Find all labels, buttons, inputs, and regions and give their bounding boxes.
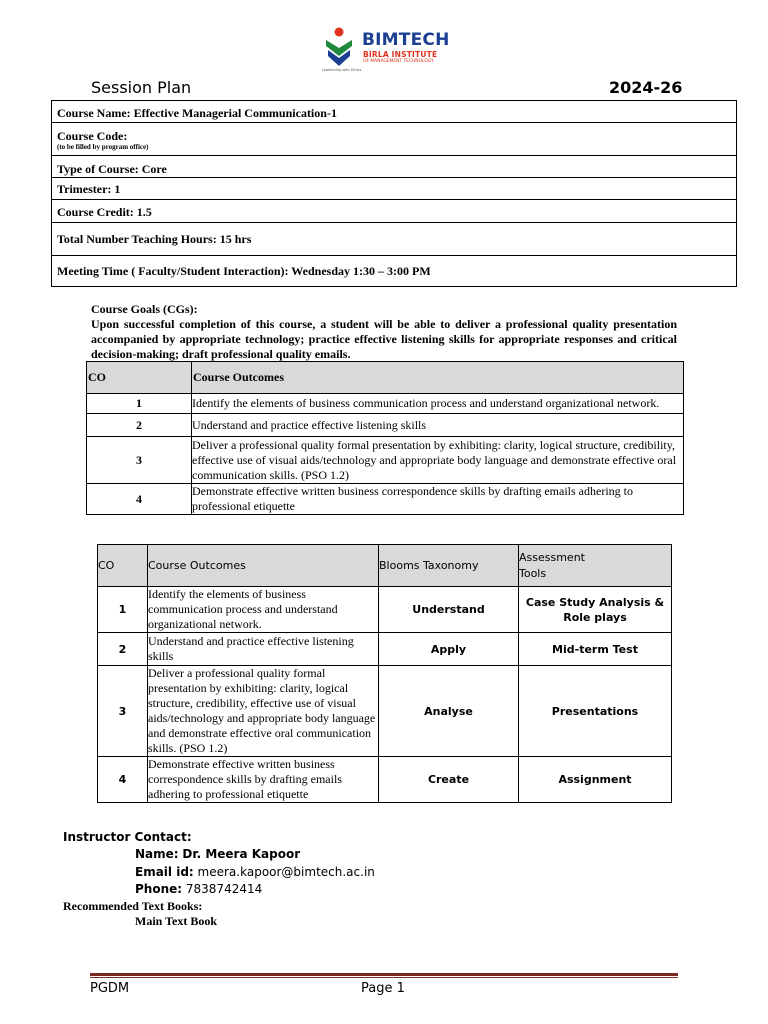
column-header-line: Tools (519, 566, 547, 580)
course-goals-text: Upon successful completion of this course, a student will be able to deliver a professional quality presentation accompanied by appropriate technology; practice effective listening skills for appropriate responses and critical decision-making; draft professional quality emails. (91, 317, 677, 361)
column-header: Blooms Taxonomy (379, 545, 519, 587)
logo-brand-text: BIMTECH (362, 30, 450, 50)
column-header: Course Outcomes (148, 545, 379, 587)
co-number: 2 (98, 633, 148, 666)
column-header: Course Outcomes (192, 362, 684, 394)
instructor-name-label: Name: (135, 847, 179, 861)
table-header-row (98, 545, 672, 587)
logo-tagline: Leadership with Ethics (322, 68, 362, 72)
instructor-phone: 7838742414 (185, 882, 263, 896)
instructor-email: meera.kapoor@bimtech.ac.in (197, 865, 375, 879)
column-header (519, 545, 672, 587)
table-header-row (87, 362, 684, 394)
course-name: Course Name: Effective Managerial Communication-1 (52, 101, 736, 123)
co-number: 4 (87, 484, 192, 515)
assessment-tool: Case Study Analysis & Role plays (519, 587, 672, 633)
table-row (98, 757, 672, 803)
co-number: 4 (98, 757, 148, 803)
co-number: 1 (98, 587, 148, 633)
main-text-book: Main Text Book (135, 914, 218, 928)
course-goals-heading: Course Goals (CGs): (91, 302, 198, 316)
logo-subtitle: BIRLA INSTITUTE (363, 50, 438, 59)
page-title: Session Plan (91, 78, 192, 97)
course-code-row (52, 123, 736, 156)
instructor-name-line (135, 847, 300, 861)
table-row (87, 437, 684, 484)
table-row (87, 394, 684, 414)
co-number: 1 (87, 394, 192, 414)
table-row (98, 666, 672, 757)
table-row (87, 414, 684, 437)
column-header: CO (98, 545, 148, 587)
course-code-note: (to be filled by program office) (57, 143, 149, 151)
footer-divider (90, 973, 678, 976)
co-outcome: Deliver a professional quality formal presentation by exhibiting: clarity, logical structure, credibility, effective use of visual aids/technology and appropriate body language and demonstrate effective oral communication skills. (PSO 1.2) (148, 666, 379, 757)
blooms-level: Create (379, 757, 519, 803)
co-outcome: Demonstrate effective written business correspondence skills by drafting emails adhering to professional etiquette (192, 484, 684, 515)
column-header: CO (87, 362, 192, 394)
co-outcome: Identify the elements of business communication process and understand organizational network. (192, 394, 684, 414)
course-outcomes-table (86, 361, 684, 515)
co-outcome: Understand and practice effective listening skills (148, 633, 379, 666)
academic-year: 2024-26 (609, 78, 683, 97)
logo-emblem-icon (322, 26, 358, 72)
teaching-hours: Total Number Teaching Hours: 15 hrs (52, 223, 736, 256)
blooms-taxonomy-table (97, 544, 672, 803)
assessment-tool: Presentations (519, 666, 672, 757)
bimtech-logo (322, 26, 452, 72)
instructor-email-label: Email id: (135, 865, 194, 879)
footer-divider-thin (90, 977, 678, 978)
blooms-level: Apply (379, 633, 519, 666)
recommended-books-heading: Recommended Text Books: (63, 899, 203, 913)
table-row (87, 484, 684, 515)
column-header-line: Assessment (519, 550, 585, 564)
co-number: 3 (87, 437, 192, 484)
footer-program: PGDM (90, 981, 130, 996)
co-outcome: Deliver a professional quality formal presentation by exhibiting: clarity, logical structure, credibility, effective use of visual aids/technology and appropriate body language and demonstrate effective oral communication skills. (PSO 1.2) (192, 437, 684, 484)
course-info-box (51, 100, 737, 287)
co-number: 2 (87, 414, 192, 437)
footer-page-number: Page 1 (361, 981, 405, 996)
instructor-email-line (135, 865, 375, 879)
assessment-tool: Assignment (519, 757, 672, 803)
instructor-phone-label: Phone: (135, 882, 183, 896)
instructor-name: Dr. Meera Kapoor (182, 847, 301, 861)
co-outcome: Understand and practice effective listening skills (192, 414, 684, 437)
course-credit: Course Credit: 1.5 (52, 200, 736, 223)
co-outcome: Demonstrate effective written business correspondence skills by drafting emails adhering to professional etiquette (148, 757, 379, 803)
course-type: Type of Course: Core (52, 156, 736, 178)
blooms-level: Analyse (379, 666, 519, 757)
course-code: Course Code: (57, 129, 128, 143)
table-row (98, 633, 672, 666)
table-row (98, 587, 672, 633)
co-outcome: Identify the elements of business communication process and understand organizational network. (148, 587, 379, 633)
instructor-phone-line (135, 882, 262, 896)
co-number: 3 (98, 666, 148, 757)
trimester: Trimester: 1 (52, 178, 736, 200)
blooms-level: Understand (379, 587, 519, 633)
instructor-contact-heading: Instructor Contact: (63, 830, 192, 844)
logo-subtitle-2: OF MANAGEMENT TECHNOLOGY (363, 59, 434, 64)
meeting-time: Meeting Time ( Faculty/Student Interaction): Wednesday 1:30 – 3:00 PM (57, 264, 431, 278)
assessment-tool: Mid-term Test (519, 633, 672, 666)
